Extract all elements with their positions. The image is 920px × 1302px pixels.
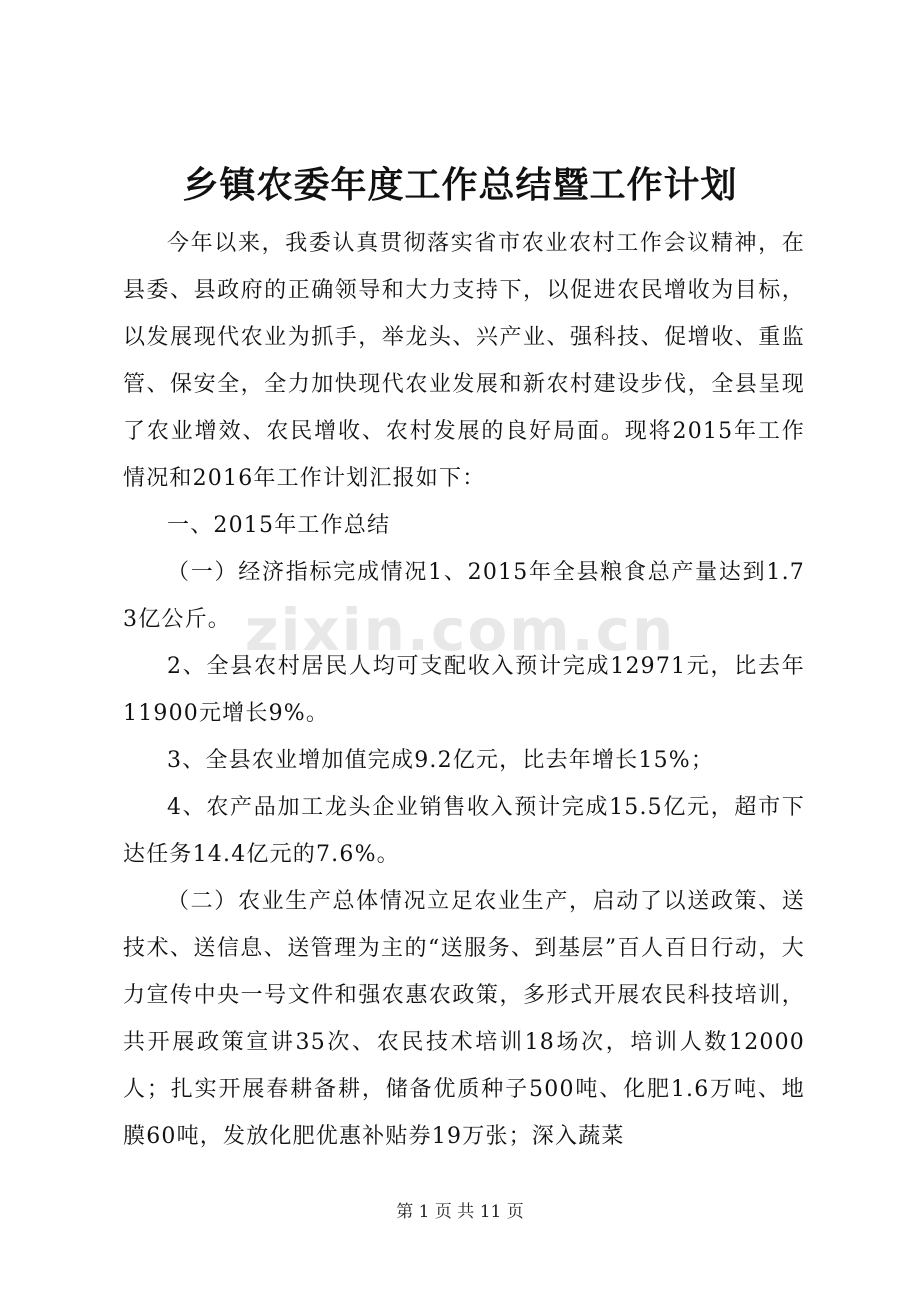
paragraph-production-overview: （二）农业生产总体情况立足农业生产，启动了以送政策、送技术、送信息、送管理为主的“送服务、到基层”百人百日行动，大力宣传中央一号文件和强农惠农政策，多形式开展农民科技培训，共开展政策宣讲35次、农民技术培训18场次，培训人数12000人；扎实开展春耕备耕，储备优质种子500吨、化肥1.6万吨、地膜60吨，发放化肥优惠补贴券19万张；深入蔬菜 (123, 889, 805, 1149)
paragraph-economic-indicators: （一）经济指标完成情况1、2015年全县粮食总产量达到1.73亿公斤。 (123, 560, 805, 632)
paragraph-value-added: 3、全县农业增加值完成9.2亿元，比去年增长15%； (167, 748, 715, 773)
paragraph-intro: 今年以来，我委认真贯彻落实省市农业农村工作会议精神，在县委、县政府的正确领导和大力支持下，以促进农民增收为目标，以发展现代农业为抓手，举龙头、兴产业、强科技、促增收、重监管、保安全，全力加快现代农业发展和新农村建设步伐，全县呈现了农业增效、农民增收、农村发展的良好局面。现将2015年工作情况和2016年工作计划汇报如下： (123, 231, 805, 491)
document-body (123, 220, 805, 1160)
paragraph-income: 2、全县农村居民人均可支配收入预计完成12971元，比去年11900元增长9%。 (123, 654, 805, 726)
section-heading-1: 一、2015年工作总结 (167, 513, 391, 538)
watermark-logo: zixin.com.cn (244, 596, 676, 664)
page-footer: 第 1 页 共 11 页 (396, 1202, 524, 1222)
paragraph-processing-sales: 4、农产品加工龙头企业销售收入预计完成15.5亿元，超市下达任务14.4亿元的7.6%。 (123, 795, 805, 867)
document-title: 乡镇农委年度工作总结暨工作计划 (182, 164, 738, 206)
